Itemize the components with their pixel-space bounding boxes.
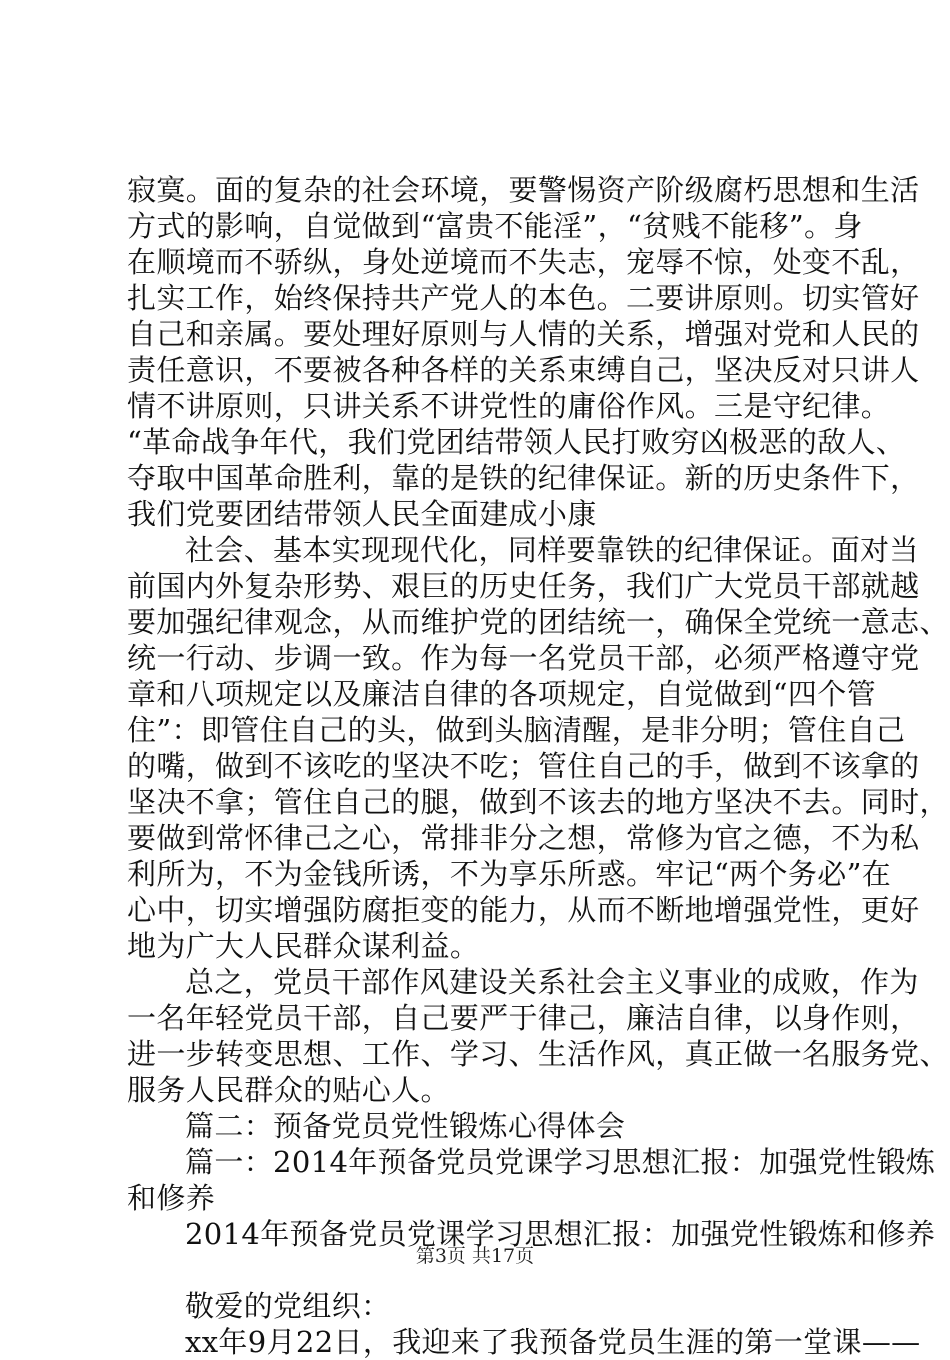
report-title: 2014年预备党员党课学习思想汇报：加强党性锻炼和修养 <box>185 1217 936 1251</box>
text-line: 进一步转变思想、工作、学习、生活作风，真正做一名服务党、 <box>127 1037 949 1071</box>
text-line: 自己和亲属。要处理好原则与人情的关系，增强对党和人民的 <box>127 317 920 351</box>
text-line: 统一行动、步调一致。作为每一名党员干部，必须严格遵守党 <box>127 641 920 675</box>
section-heading: 篇一：2014年预备党员党课学习思想汇报：加强党性锻炼 <box>185 1145 936 1179</box>
text-line: 的嘴，做到不该吃的坚决不吃；管住自己的手，做到不该拿的 <box>127 749 920 783</box>
text-line: 住”：即管住自己的头，做到头脑清醒，是非分明；管住自己 <box>127 713 906 747</box>
salutation: 敬爱的党组织： <box>185 1289 391 1323</box>
section-heading: 篇二：预备党员党性锻炼心得体会 <box>185 1109 626 1143</box>
text-line: 社会、基本实现现代化，同样要靠铁的纪律保证。面对当 <box>185 533 919 567</box>
text-line: 寂寞。面的复杂的社会环境，要警惕资产阶级腐朽思想和生活 <box>127 173 920 207</box>
text-line: 前国内外复杂形势、艰巨的历史任务，我们广大党员干部就越 <box>127 569 920 603</box>
text-line: 心中，切实增强防腐拒变的能力，从而不断地增强党性，更好 <box>127 893 920 927</box>
text-line: 地为广大人民群众谋利益。 <box>127 929 480 963</box>
text-line: 情不讲原则，只讲关系不讲党性的庸俗作风。三是守纪律。 <box>127 389 891 423</box>
text-line: 责任意识，不要被各种各样的关系束缚自己，坚决反对只讲人 <box>127 353 920 387</box>
text-line: xx年9月22日，我迎来了我预备党员生涯的第一堂课—— <box>185 1325 921 1359</box>
body-text <box>127 172 949 1360</box>
text-line: 要加强纪律观念，从而维护党的团结统一，确保全党统一意志、 <box>127 605 949 639</box>
text-line: 夺取中国革命胜利，靠的是铁的纪律保证。新的历史条件下， <box>127 461 920 495</box>
text-line: 服务人民群众的贴心人。 <box>127 1073 450 1107</box>
text-line: 利所为，不为金钱所诱，不为享乐所惑。牢记“两个务必”在 <box>127 857 892 891</box>
text-line: 在顺境而不骄纵，身处逆境而不失志，宠辱不惊，处变不乱， <box>127 245 920 279</box>
text-line: 方式的影响，自觉做到“富贵不能淫”，“贫贱不能移”。身 <box>127 209 863 243</box>
text-line: 和修养 <box>127 1181 216 1215</box>
text-line: 一名年轻党员干部，自己要严于律己，廉洁自律，以身作则， <box>127 1001 920 1035</box>
text-line: “革命战争年代，我们党团结带领人民打败穷凶极恶的敌人、 <box>127 425 906 459</box>
text-line: 我们党要团结带领人民全面建成小康 <box>127 497 597 531</box>
text-line: 章和八项规定以及廉洁自律的各项规定，自觉做到“四个管 <box>127 677 876 711</box>
page-footer: 第3页 共17页 <box>415 1245 535 1267</box>
text-line: 总之，党员干部作风建设关系社会主义事业的成败，作为 <box>185 965 919 999</box>
text-line: 要做到常怀律己之心，常排非分之想，常修为官之德，不为私 <box>127 821 920 855</box>
text-line: 扎实工作，始终保持共产党人的本色。二要讲原则。切实管好 <box>127 281 920 315</box>
text-line: 坚决不拿；管住自己的腿，做到不该去的地方坚决不去。同时， <box>127 785 949 819</box>
